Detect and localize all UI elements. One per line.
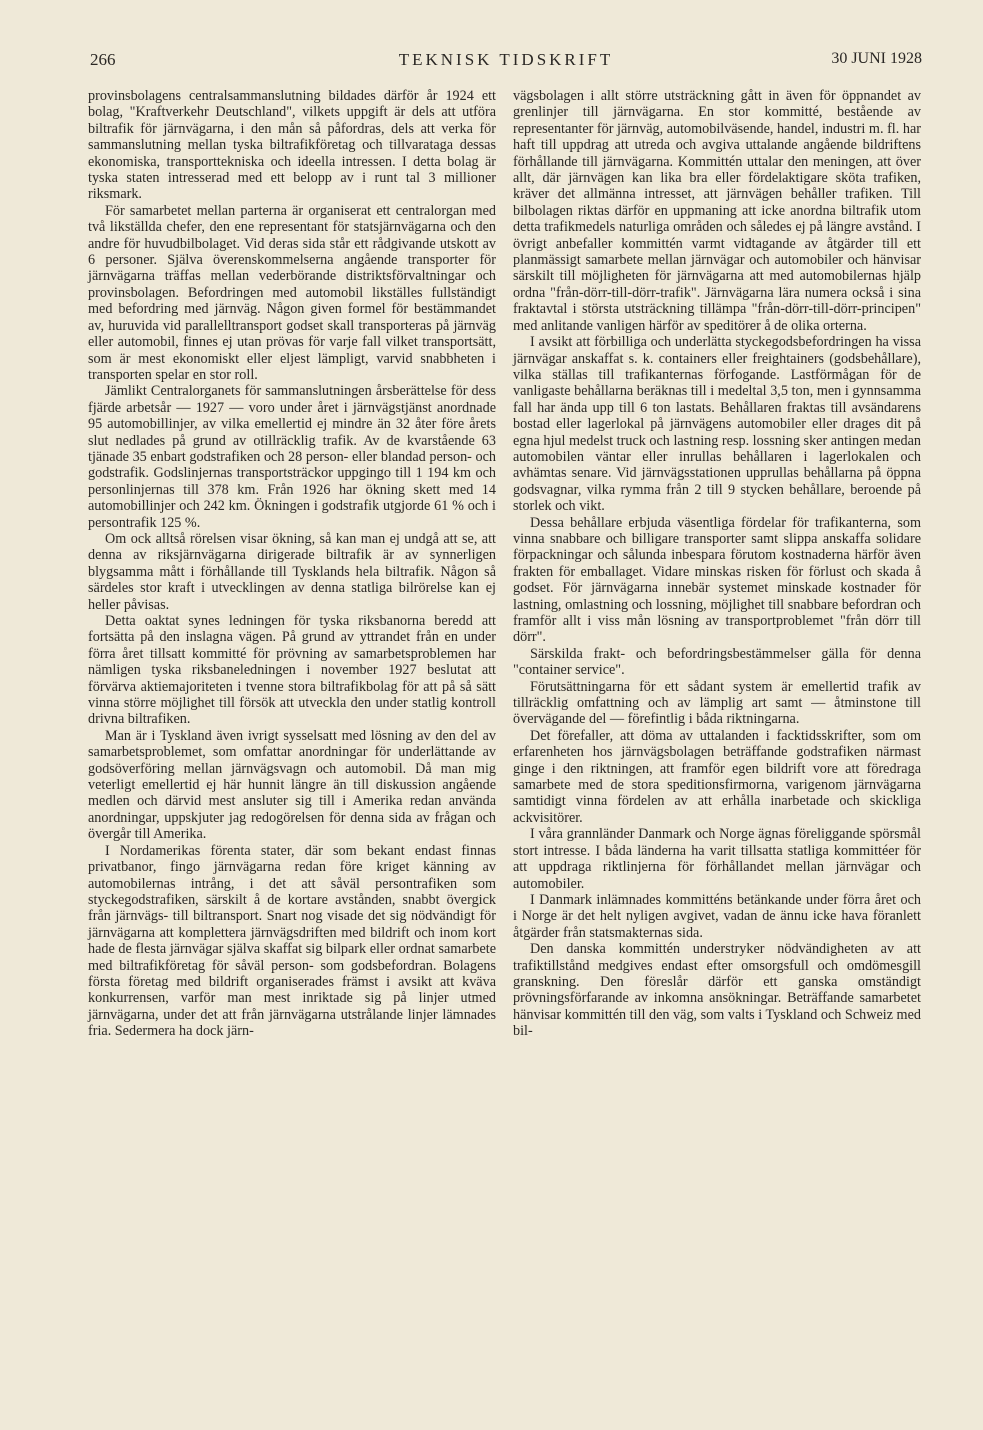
paragraph: Det förefaller, att döma av uttalanden i facktidsskrifter, som om erfarenheten hos järnvägsbolagen beträffande godstrafiken närmast ginge i den riktningen, att framför egen bildrift vore att föredraga samarbete med de stora speditionsfirmorna, varigenom järnvägarna samtidigt vinna fördelen av att erhålla inarbetade och skickliga ackvisitörer. xyxy=(513,727,921,826)
paragraph: För samarbetet mellan parterna är organiserat ett centralorgan med två likställda chefer, den ene representant för statsjärnvägarna och den andre för huvudbilbolaget. Vid deras sida står ett rådgivande utskott av 6 personer. Själva överenskommelserna angående transporter för järnvägarna träffas mellan vederbörande distriktsförvaltningar och provinsbolagen. Befordringen med automobil likställes fullständigt med befordring med järnväg. Någon given formel för bestämmandet av, huruvida vid parallelltransport godset skall transporteras på järnväg eller automobil, finnes ej utan prövas för varje fall vilket transportsätt, som är mest ekonomiskt eller eljest lämpligt, varvid snabbheten i transporten spelar en stor roll. xyxy=(88,202,496,383)
paragraph: Särskilda frakt- och befordringsbestämmelser gälla för denna "container service". xyxy=(513,645,921,679)
left-column xyxy=(88,88,496,1040)
paragraph: Man är i Tyskland även ivrigt sysselsatt med lösning av den del av samarbetsproblemet, som omfattar anordningar för underlättande av godsöverföring mellan järnvägsvagn och automobil. Då man mig veterligt emellertid ej här hunnit längre än till diskussion angående medlen och därvid mest ansluter sig till i Amerika redan använda anordningar, uppskjuter jag redogörelsen för denna sida av frågan och övergår till Amerika. xyxy=(88,727,496,843)
paragraph: vägsbolagen i allt större utsträckning gått in även för öppnandet av grenlinjer till järnvägarna. En stor kommitté, bestående av representanter för järnväg, automobilväsende, handel, industri m. fl. har haft till uppdrag att utreda och avgiva uttalande angående bildriftens förhållande till järnvägarna. Kommittén uttalar den meningen, att över allt, där järnvägen kan lika bra eller fördelaktigare sköta trafiken, kräver det allmänna intresset, att järnvägen behåller trafiken. Till bilbolagen riktas därför en uppmaning att icke anordna biltrafik utom detta trafikmedels naturliga områden och således ej på längre avstånd. I övrigt anbefaller kommittén varmt vidtagande av åtgärder till ett planmässigt samarbete mellan järnvägar och automobiler och hänvisar särskilt till möjligheten för järnvägarna att med automobilernas hjälp ordna "från-dörr-till-dörr-trafik". Järnvägarna lära numera också i sina fraktavtal i största utsträckning tillämpa "från-dörr-till-dörr-principen" med anlitande vanligen härför av speditörer å de olika orterna. xyxy=(513,88,921,334)
paragraph: I avsikt att förbilliga och underlätta styckegodsbefordringen ha vissa järnvägar anskaffat s. k. containers eller freightainers (godsbehållare), vilka ställas till trafikanternas förfogande. Lastförmågan för de vanligaste behållarna beräknas till i medeltal 3,5 ton, men i gynnsamma fall har ända upp till 6 ton lastats. Behållaren fraktas till avsändarens bostad eller lagerlokal på järnvägens automobiler eller drages dit på egna hjul medelst truck och lastning resp. lossning sker antingen medan automobilen väntar eller inrullas behållaren i lagerlokalen och avhämtas senare. Vid järnvägsstationen upprullas behållarna på öppna godsvagnar, vilka rymma från 2 till 9 stycken behållare, beroende på storlek och vikt. xyxy=(513,334,921,515)
paragraph: Förutsättningarna för ett sådant system är emellertid trafik av tillräcklig omfattning och av lämplig art samt — åtminstone till övervägande del — förefintlig i båda riktningarna. xyxy=(513,678,921,728)
journal-title: TEKNISK TIDSKRIFT xyxy=(398,50,614,69)
paragraph: Jämlikt Centralorganets för sammanslutningen årsberättelse för dess fjärde arbetsår — 1927 — voro under året i järnvägstjänst anordnade 95 automobillinjer, av vilka emellertid ej mindre än 32 åter före årets slut nedlades på grund av otillräcklig trafik. Av de kvarstående 63 tjänade 35 enbart godstrafiken och 28 person- eller blandad person- och godstrafik. Godslinjernas transportsträckor uppgingo till 1 194 km och personlinjernas till 378 km. Från 1926 har ökning skett med 14 automobillinjer och 242 km. Ökningen i godstrafik utgjorde 61 % och i persontrafik 125 %. xyxy=(88,383,496,531)
issue-date: 30 JUNI 1928 xyxy=(831,50,922,67)
page-number: 266 xyxy=(90,50,116,69)
paragraph: Dessa behållare erbjuda väsentliga fördelar för trafikanterna, som vinna snabbare och billigare transporter samt slippa anskaffa solidare förpackningar och sålunda inbespara förutom kostnaderna härför även frakten för emballaget. Vidare minskas risken för förlust och skada å godset. För järnvägarna innebär systemet minskade kostnader för lastning, omlastning och lossning, möjlighet till snabbare befordran och framför allt i viss mån lösning av transportproblemet "från dörr till dörr". xyxy=(513,514,921,646)
paragraph: Detta oaktat synes ledningen för tyska riksbanorna beredd att fortsätta på den inslagna vägen. På grund av yttrandet från en under förra året tillsatt kommitté för prövning av samarbetsproblemen har nämligen tyska riksbaneledningen i november 1927 beslutat att förvärva aktiemajoriteten i tvenne stora biltrafikbolag för att på så sätt vinna större möjlighet till försök att utveckla den under statlig kontroll drivna biltrafiken. xyxy=(88,613,496,728)
paragraph: I Danmark inlämnades kommitténs betänkande under förra året och i Norge är det helt nyligen avgivet, vadan de ännu icke hava föranlett åtgärder från statsmakternas sida. xyxy=(513,891,921,941)
paragraph: provinsbolagens centralsammanslutning bildades därför år 1924 ett bolag, "Kraftverkehr Deutschland", vilkets uppgift är dels att utföra biltrafik för järnvägarna, i den mån så påfordras, dels att verka för sammanslutning mellan tyska biltrafikföretag och tillvaratagа dessas ekonomiska, transporttekniska och ideella intressen. I detta bolag är tyska staten intresserad med ett belopp av i runt tal 3 millioner riksmark. xyxy=(88,88,496,203)
paragraph: Om ock alltså rörelsen visar ökning, så kan man ej undgå att se, att denna av riksjärnvägarna dirigerade biltrafik är av synnerligen blygsamma mått i förhållande till Tysklands hela biltrafik. Någon så särdeles stor kraft i utvecklingen av denna statliga bilrörelse kan ej heller påvisas. xyxy=(88,530,496,613)
paragraph: I Nordamerikas förenta stater, där som bekant endast finnas privatbanor, fingo järnvägarna redan före kriget känning av automobilernas intrång, i det att såväl persontrafiken som styckegodstrafiken, särskilt å de kortare avstånden, snabbt övergick från järnvägs- till biltransport. Snart nog visade det sig nödvändigt för järnvägarna att komplettera järnvägsdriften med bildrift och inom kort hade de flesta järnvägar själva skaffat sig bilpark eller ordnat samarbete med biltrafikföretag för såväl person- som godsbefordran. Bolagens första företag med bildrift organiserades främst i avsikt att kväva konkurrensen, varför man mest inriktade sig på linjer utmed järnvägarna, under det att från järnvägarna utstrålande linjer lämnades fria. Sedermera ha dock järn- xyxy=(88,842,496,1040)
paragraph: Den danska kommittén understryker nödvändigheten av att trafiktillstånd medgives endast efter omsorgsfull och omdömesgill granskning. Den föreslår därför ett ganska omständigt prövningsförfarande av inkomna ansökningar. Beträffande samarbetet hänvisar kommittén till den väg, som valts i Tyskland och Schweiz med bil- xyxy=(513,941,921,1040)
right-column xyxy=(513,88,921,1040)
page-header xyxy=(90,50,922,72)
paragraph: I våra grannländer Danmark och Norge ägnas föreliggande spörsmål stort intresse. I båda länderna ha varit tillsatta statliga kommittéer för att uppdraga riktlinjerna för förhållandet mellan järnvägar och automobiler. xyxy=(513,826,921,892)
